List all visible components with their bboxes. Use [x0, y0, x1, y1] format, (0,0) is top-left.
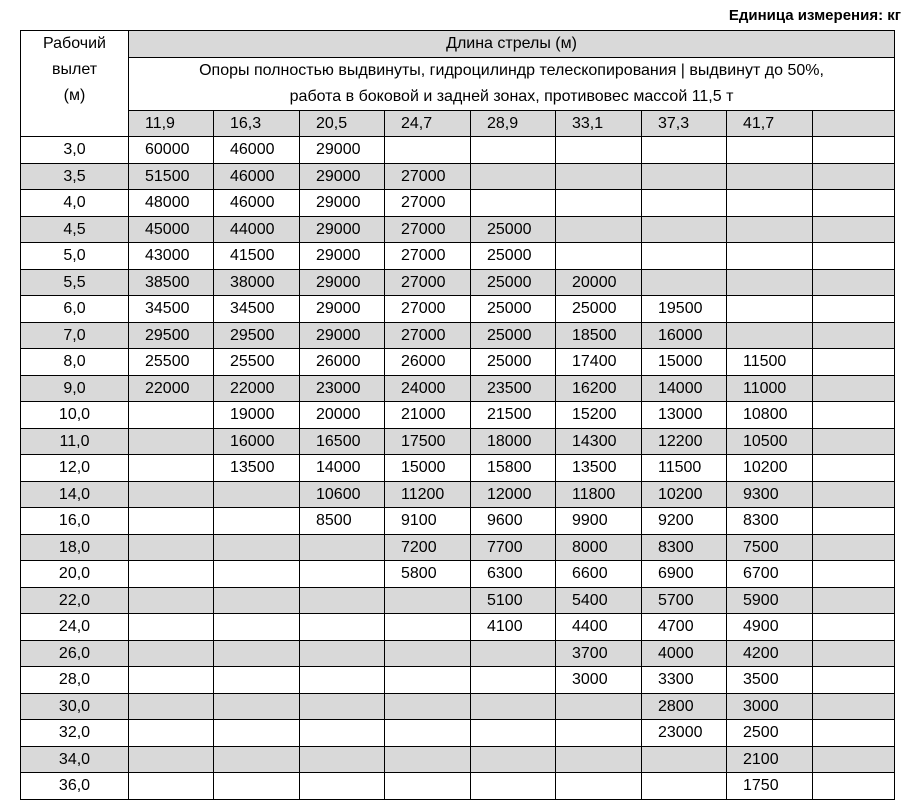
- capacity-cell: [214, 561, 300, 588]
- capacity-cell: 5400: [556, 587, 642, 614]
- radius-header-line1: Рабочий: [43, 35, 106, 52]
- capacity-cell: 29000: [300, 190, 385, 217]
- capacity-cell: 9100: [385, 508, 471, 535]
- capacity-cell: 4700: [642, 614, 727, 641]
- capacity-cell: 20000: [556, 269, 642, 296]
- capacity-cell: 10200: [642, 481, 727, 508]
- capacity-cell: [813, 349, 895, 376]
- capacity-cell: [813, 773, 895, 800]
- capacity-cell: 11000: [727, 375, 813, 402]
- capacity-cell: [214, 534, 300, 561]
- capacity-cell: [813, 614, 895, 641]
- capacity-cell: [813, 243, 895, 270]
- capacity-cell: 16000: [214, 428, 300, 455]
- capacity-cell: [642, 269, 727, 296]
- table-row: [21, 508, 895, 535]
- table-row: [21, 693, 895, 720]
- capacity-cell: [129, 693, 214, 720]
- capacity-cell: [813, 269, 895, 296]
- radius-header-line3: (м): [63, 87, 86, 104]
- capacity-cell: [129, 614, 214, 641]
- capacity-cell: [300, 561, 385, 588]
- radius-cell: 22,0: [21, 587, 129, 614]
- capacity-cell: 9900: [556, 508, 642, 535]
- capacity-cell: 5700: [642, 587, 727, 614]
- capacity-cell: 27000: [385, 322, 471, 349]
- capacity-cell: 10500: [727, 428, 813, 455]
- capacity-cell: [642, 243, 727, 270]
- capacity-cell: 26000: [385, 349, 471, 376]
- capacity-cell: 38000: [214, 269, 300, 296]
- capacity-cell: 27000: [385, 190, 471, 217]
- capacity-cell: 4100: [471, 614, 556, 641]
- capacity-cell: [300, 614, 385, 641]
- capacity-cell: 17500: [385, 428, 471, 455]
- radius-cell: 32,0: [21, 720, 129, 747]
- capacity-cell: 11200: [385, 481, 471, 508]
- capacity-cell: 5100: [471, 587, 556, 614]
- capacity-cell: 11500: [642, 455, 727, 482]
- capacity-cell: 29000: [300, 137, 385, 164]
- capacity-cell: [642, 190, 727, 217]
- capacity-cell: 44000: [214, 216, 300, 243]
- table-row: [21, 773, 895, 800]
- capacity-cell: 9200: [642, 508, 727, 535]
- capacity-cell: [813, 640, 895, 667]
- capacity-cell: [556, 243, 642, 270]
- capacity-cell: [813, 163, 895, 190]
- capacity-cell: 23000: [300, 375, 385, 402]
- capacity-cell: [642, 746, 727, 773]
- capacity-cell: [385, 720, 471, 747]
- capacity-cell: 25000: [471, 269, 556, 296]
- capacity-cell: [214, 640, 300, 667]
- capacity-cell: 46000: [214, 163, 300, 190]
- capacity-cell: 25000: [471, 296, 556, 323]
- capacity-cell: 2100: [727, 746, 813, 773]
- capacity-cell: 8500: [300, 508, 385, 535]
- capacity-cell: 3500: [727, 667, 813, 694]
- capacity-cell: 29500: [129, 322, 214, 349]
- capacity-cell: 25000: [471, 243, 556, 270]
- radius-cell: 12,0: [21, 455, 129, 482]
- capacity-cell: 25000: [471, 216, 556, 243]
- capacity-cell: [300, 746, 385, 773]
- conditions-line2: работа в боковой и задней зонах, противовес массой 11,5 т: [289, 87, 734, 105]
- radius-cell: 34,0: [21, 746, 129, 773]
- capacity-cell: 5800: [385, 561, 471, 588]
- capacity-cell: [813, 561, 895, 588]
- capacity-cell: 9300: [727, 481, 813, 508]
- capacity-cell: [813, 508, 895, 535]
- table-row: [21, 269, 895, 296]
- capacity-cell: 13500: [556, 455, 642, 482]
- capacity-cell: [642, 163, 727, 190]
- capacity-cell: 6600: [556, 561, 642, 588]
- capacity-cell: 3300: [642, 667, 727, 694]
- radius-cell: 4,5: [21, 216, 129, 243]
- capacity-cell: [300, 693, 385, 720]
- capacity-cell: 29000: [300, 296, 385, 323]
- capacity-cell: 34500: [214, 296, 300, 323]
- capacity-cell: 22000: [129, 375, 214, 402]
- capacity-cell: 3000: [727, 693, 813, 720]
- capacity-cell: [385, 746, 471, 773]
- capacity-cell: 25500: [214, 349, 300, 376]
- capacity-cell: [214, 720, 300, 747]
- capacity-cell: 3700: [556, 640, 642, 667]
- radius-cell: 30,0: [21, 693, 129, 720]
- capacity-cell: 15800: [471, 455, 556, 482]
- capacity-cell: [129, 640, 214, 667]
- table-row: [21, 561, 895, 588]
- radius-cell: 24,0: [21, 614, 129, 641]
- boom-length-cell: 28,9: [471, 110, 556, 137]
- capacity-cell: 16200: [556, 375, 642, 402]
- capacity-cell: 26000: [300, 349, 385, 376]
- capacity-cell: 9600: [471, 508, 556, 535]
- capacity-cell: 34500: [129, 296, 214, 323]
- capacity-cell: [129, 455, 214, 482]
- capacity-cell: 14000: [300, 455, 385, 482]
- capacity-cell: [129, 508, 214, 535]
- table-row: [21, 163, 895, 190]
- capacity-cell: [813, 481, 895, 508]
- capacity-cell: 29500: [214, 322, 300, 349]
- capacity-cell: 21000: [385, 402, 471, 429]
- capacity-cell: [300, 720, 385, 747]
- capacity-cell: [727, 216, 813, 243]
- capacity-cell: [727, 163, 813, 190]
- table-row: [21, 587, 895, 614]
- radius-cell: 7,0: [21, 322, 129, 349]
- capacity-cell: 7500: [727, 534, 813, 561]
- capacity-cell: 29000: [300, 322, 385, 349]
- capacity-cell: [813, 137, 895, 164]
- capacity-cell: [214, 508, 300, 535]
- capacity-cell: 29000: [300, 163, 385, 190]
- capacity-cell: [642, 773, 727, 800]
- capacity-cell: [129, 481, 214, 508]
- radius-cell: 36,0: [21, 773, 129, 800]
- capacity-cell: 4400: [556, 614, 642, 641]
- capacity-cell: 2800: [642, 693, 727, 720]
- capacity-cell: 6700: [727, 561, 813, 588]
- capacity-cell: 14300: [556, 428, 642, 455]
- capacity-cell: 15200: [556, 402, 642, 429]
- table-row: [21, 137, 895, 164]
- capacity-cell: [471, 693, 556, 720]
- table-row: [21, 534, 895, 561]
- table-row: [21, 720, 895, 747]
- capacity-cell: 21500: [471, 402, 556, 429]
- unit-label: Единица измерения: кг: [728, 7, 901, 24]
- boom-length-cell: 24,7: [385, 110, 471, 137]
- capacity-cell: 15000: [385, 455, 471, 482]
- capacity-cell: 14000: [642, 375, 727, 402]
- capacity-cell: [385, 693, 471, 720]
- capacity-cell: 1750: [727, 773, 813, 800]
- capacity-cell: 25500: [129, 349, 214, 376]
- capacity-cell: 20000: [300, 402, 385, 429]
- capacity-cell: 23500: [471, 375, 556, 402]
- capacity-cell: 16500: [300, 428, 385, 455]
- capacity-cell: [129, 773, 214, 800]
- conditions-line1: Опоры полностью выдвинуты, гидроцилиндр телескопирования | выдвинут до 50%,: [199, 61, 824, 79]
- capacity-cell: 48000: [129, 190, 214, 217]
- boom-length-cell: 11,9: [129, 110, 214, 137]
- capacity-cell: 46000: [214, 137, 300, 164]
- capacity-cell: 8300: [642, 534, 727, 561]
- capacity-cell: [129, 720, 214, 747]
- capacity-cell: [556, 137, 642, 164]
- capacity-cell: [813, 534, 895, 561]
- table-row: [21, 349, 895, 376]
- capacity-cell: 12200: [642, 428, 727, 455]
- capacity-cell: [471, 720, 556, 747]
- capacity-cell: [556, 720, 642, 747]
- capacity-cell: 27000: [385, 163, 471, 190]
- capacity-cell: [471, 190, 556, 217]
- capacity-cell: 27000: [385, 243, 471, 270]
- radius-cell: 8,0: [21, 349, 129, 376]
- capacity-cell: [813, 587, 895, 614]
- capacity-cell: [214, 587, 300, 614]
- capacity-cell: [727, 322, 813, 349]
- capacity-cell: 29000: [300, 216, 385, 243]
- capacity-cell: [471, 137, 556, 164]
- capacity-cell: [385, 614, 471, 641]
- capacity-cell: [813, 720, 895, 747]
- table-row: [21, 402, 895, 429]
- capacity-cell: [813, 375, 895, 402]
- table-row: [21, 296, 895, 323]
- capacity-cell: [129, 746, 214, 773]
- capacity-cell: [385, 773, 471, 800]
- capacity-cell: [129, 428, 214, 455]
- capacity-cell: 10200: [727, 455, 813, 482]
- capacity-cell: 3000: [556, 667, 642, 694]
- boom-length-cell: 41,7: [727, 110, 813, 137]
- radius-cell: 10,0: [21, 402, 129, 429]
- table-row: [21, 614, 895, 641]
- table-row: [21, 481, 895, 508]
- radius-cell: 26,0: [21, 640, 129, 667]
- capacity-cell: [129, 402, 214, 429]
- capacity-cell: 5900: [727, 587, 813, 614]
- radius-cell: 4,0: [21, 190, 129, 217]
- capacity-cell: 18000: [471, 428, 556, 455]
- radius-cell: 18,0: [21, 534, 129, 561]
- capacity-cell: [813, 216, 895, 243]
- capacity-cell: [556, 163, 642, 190]
- capacity-cell: 41500: [214, 243, 300, 270]
- radius-cell: 11,0: [21, 428, 129, 455]
- capacity-cell: 19500: [642, 296, 727, 323]
- boom-length-cell: 20,5: [300, 110, 385, 137]
- capacity-cell: 2500: [727, 720, 813, 747]
- load-table-body: [21, 137, 895, 800]
- capacity-cell: [642, 216, 727, 243]
- capacity-cell: 27000: [385, 269, 471, 296]
- capacity-cell: 12000: [471, 481, 556, 508]
- capacity-cell: [385, 137, 471, 164]
- table-row: [21, 190, 895, 217]
- load-chart-table: [20, 30, 895, 800]
- capacity-cell: [813, 693, 895, 720]
- capacity-cell: 8000: [556, 534, 642, 561]
- radius-header-line2: вылет: [51, 61, 98, 78]
- capacity-cell: [471, 746, 556, 773]
- radius-cell: 9,0: [21, 375, 129, 402]
- radius-cell: 3,0: [21, 137, 129, 164]
- capacity-cell: [813, 296, 895, 323]
- table-row: [21, 243, 895, 270]
- capacity-cell: 25000: [556, 296, 642, 323]
- capacity-cell: 43000: [129, 243, 214, 270]
- capacity-cell: [727, 296, 813, 323]
- capacity-cell: [727, 137, 813, 164]
- radius-cell: 6,0: [21, 296, 129, 323]
- capacity-cell: 19000: [214, 402, 300, 429]
- table-row: [21, 455, 895, 482]
- capacity-cell: [300, 587, 385, 614]
- capacity-cell: 4200: [727, 640, 813, 667]
- boom-length-title: Длина стрелы (м): [129, 31, 895, 58]
- capacity-cell: [129, 667, 214, 694]
- capacity-cell: [214, 693, 300, 720]
- boom-length-cell: 33,1: [556, 110, 642, 137]
- capacity-cell: [214, 481, 300, 508]
- capacity-cell: 25000: [471, 349, 556, 376]
- capacity-cell: 13500: [214, 455, 300, 482]
- capacity-cell: [556, 190, 642, 217]
- capacity-cell: 38500: [129, 269, 214, 296]
- capacity-cell: 46000: [214, 190, 300, 217]
- capacity-cell: [556, 746, 642, 773]
- radius-cell: 5,0: [21, 243, 129, 270]
- capacity-cell: [129, 561, 214, 588]
- capacity-cell: 25000: [471, 322, 556, 349]
- capacity-cell: [813, 455, 895, 482]
- capacity-cell: [129, 534, 214, 561]
- capacity-cell: 29000: [300, 243, 385, 270]
- capacity-cell: 4900: [727, 614, 813, 641]
- capacity-cell: 4000: [642, 640, 727, 667]
- capacity-cell: [813, 667, 895, 694]
- capacity-cell: [727, 243, 813, 270]
- capacity-cell: [385, 667, 471, 694]
- capacity-cell: [385, 587, 471, 614]
- capacity-cell: 8300: [727, 508, 813, 535]
- capacity-cell: [385, 640, 471, 667]
- capacity-cell: [813, 428, 895, 455]
- conditions-note: [129, 57, 895, 110]
- capacity-cell: [300, 534, 385, 561]
- capacity-cell: [300, 640, 385, 667]
- capacity-cell: [214, 667, 300, 694]
- radius-cell: 14,0: [21, 481, 129, 508]
- capacity-cell: 11800: [556, 481, 642, 508]
- table-row: [21, 428, 895, 455]
- capacity-cell: 24000: [385, 375, 471, 402]
- capacity-cell: [471, 640, 556, 667]
- capacity-cell: [214, 773, 300, 800]
- capacity-cell: [642, 137, 727, 164]
- table-row: [21, 746, 895, 773]
- capacity-cell: 17400: [556, 349, 642, 376]
- capacity-cell: [300, 773, 385, 800]
- capacity-cell: [556, 773, 642, 800]
- radius-cell: 16,0: [21, 508, 129, 535]
- boom-length-cell: 37,3: [642, 110, 727, 137]
- capacity-cell: 7200: [385, 534, 471, 561]
- capacity-cell: 11500: [727, 349, 813, 376]
- capacity-cell: 27000: [385, 296, 471, 323]
- capacity-cell: 13000: [642, 402, 727, 429]
- table-row: [21, 640, 895, 667]
- capacity-cell: 16000: [642, 322, 727, 349]
- capacity-cell: 23000: [642, 720, 727, 747]
- capacity-cell: [129, 587, 214, 614]
- capacity-cell: [813, 746, 895, 773]
- radius-cell: 28,0: [21, 667, 129, 694]
- radius-cell: 20,0: [21, 561, 129, 588]
- capacity-cell: 7700: [471, 534, 556, 561]
- capacity-cell: [727, 190, 813, 217]
- capacity-cell: 18500: [556, 322, 642, 349]
- capacity-cell: [471, 667, 556, 694]
- boom-length-cell: 16,3: [214, 110, 300, 137]
- boom-length-row: [21, 110, 895, 137]
- radius-cell: 5,5: [21, 269, 129, 296]
- capacity-cell: 29000: [300, 269, 385, 296]
- boom-length-cell: [813, 110, 895, 137]
- table-row: [21, 216, 895, 243]
- capacity-cell: 51500: [129, 163, 214, 190]
- capacity-cell: 45000: [129, 216, 214, 243]
- table-row: [21, 667, 895, 694]
- capacity-cell: 60000: [129, 137, 214, 164]
- capacity-cell: [813, 322, 895, 349]
- capacity-cell: [214, 614, 300, 641]
- capacity-cell: 22000: [214, 375, 300, 402]
- capacity-cell: [727, 269, 813, 296]
- table-row: [21, 375, 895, 402]
- capacity-cell: 6900: [642, 561, 727, 588]
- table-row: [21, 322, 895, 349]
- capacity-cell: [556, 216, 642, 243]
- radius-header: [21, 31, 129, 137]
- capacity-cell: [214, 746, 300, 773]
- capacity-cell: [813, 402, 895, 429]
- capacity-cell: [471, 163, 556, 190]
- capacity-cell: 15000: [642, 349, 727, 376]
- capacity-cell: 10600: [300, 481, 385, 508]
- capacity-cell: 6300: [471, 561, 556, 588]
- capacity-cell: [300, 667, 385, 694]
- capacity-cell: 27000: [385, 216, 471, 243]
- capacity-cell: [556, 693, 642, 720]
- radius-cell: 3,5: [21, 163, 129, 190]
- capacity-cell: [471, 773, 556, 800]
- capacity-cell: [813, 190, 895, 217]
- capacity-cell: 10800: [727, 402, 813, 429]
